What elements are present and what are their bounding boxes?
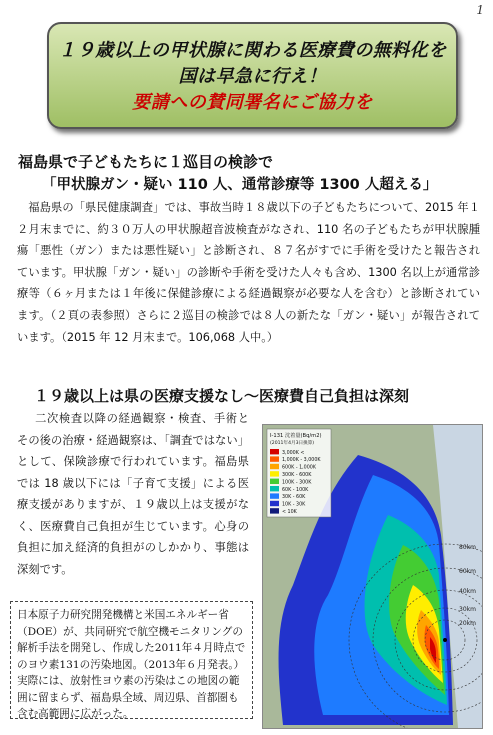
- legend-swatch: [270, 464, 279, 469]
- section2-body: 二次検査以降の経過観察・検査、手術とその後の治療・経過観察は、「調査ではない」として、保険診療で行われています。福島県では 18 歳以下には「子育て支援」による医療支援がありますが、１９歳以上は支援がなく、医療費自己負担が生じています。心身の負担に加え経済的負担がのしかかり、事態は深刻です。: [17, 412, 249, 576]
- legend-label: 600K - 1,000K: [282, 465, 316, 471]
- legend-label: 10K - 30K: [282, 502, 306, 508]
- legend-swatch: [270, 479, 279, 484]
- radius-label-60: 60km: [459, 568, 476, 575]
- legend-swatch: [270, 471, 279, 476]
- section1-subtitle: 「甲状腺ガン・疑い 110 人、通常診療等 1300 人超える」: [42, 177, 438, 193]
- section2-title: １９歳以上は県の医療支援なし～医療費自己負担は深刻: [34, 387, 410, 405]
- legend-label: < 10K: [282, 510, 297, 515]
- map-caption: 日本原子力研究開発機構と米国エネルギー省（DOE）が、共同研究で航空機モニタリングの解析手法を開発し、作成した2011年４月時点でのヨウ素131の汚染地図。（2013年６月発表。）実際には、放射性ヨウ素の汚染はこの地図の範囲に留まらず、福島県全域、周辺県、首都圏も含む高範囲に広がった。: [10, 601, 253, 719]
- legend-label: 1,000K - 3,000K: [282, 458, 321, 464]
- contamination-map: [262, 424, 483, 729]
- banner-line-1: １９歳以上の甲状腺に関わる医療費の無料化を: [58, 40, 447, 61]
- banner-line-2: 国は早急に行え！: [178, 66, 327, 87]
- legend-swatch: [270, 449, 279, 454]
- radius-label-40: 40km: [459, 588, 476, 595]
- banner-line-3: 要請への賛同署名にご協力を: [132, 92, 373, 113]
- legend-title: I-131 沈着量(Bq/m2): [270, 433, 322, 439]
- section1-body: 福島県の「県民健康調査」では、事故当時１８歳以下の子どもたちについて、2015 年１２月末までに、約３０万人の甲状腺超音波検査がなされ、110 名の子どもたちが甲状腺腫瘍「悪性（ガン）または悪性疑い」と診断され、８７名がすでに手術を受けたと報告されています。甲状腺「ガン・疑い」の診断や手術を受けた人々も含め、1300 名以上が通常診療等（６ヶ月または１年後に保健診療による経過観察が必要な人を含む）と診断されています。（２頁の表参照）さらに２巡目の検診では８人の新たな「ガン・疑い」が報告されています。（2015 年 12 月末まで。106,068 人中。）: [17, 201, 480, 344]
- section1-title: 福島県で子どもたちに１巡目の検診で: [18, 153, 274, 171]
- legend-label: 300K - 600K: [282, 473, 312, 478]
- legend-date: (2011年4月3日換算): [270, 441, 315, 446]
- radius-label-80: 80km: [459, 544, 476, 551]
- map-legend: [267, 429, 331, 517]
- radius-label-20: 20km: [459, 620, 476, 627]
- page-number: 1: [476, 3, 484, 17]
- legend-swatch: [270, 486, 279, 491]
- headline-banner: [47, 22, 458, 129]
- legend-label: 30K - 60K: [282, 495, 306, 501]
- radius-label-30: 30km: [459, 606, 476, 613]
- legend-swatch: [270, 508, 279, 513]
- legend-label: 100K - 300K: [282, 480, 312, 486]
- plant-marker-icon: [443, 638, 447, 642]
- legend-swatch: [270, 493, 279, 498]
- legend-swatch: [270, 456, 279, 461]
- contamination-map-graphic: [263, 425, 482, 728]
- legend-swatch: [270, 501, 279, 506]
- legend-label: 60K - 100K: [282, 487, 309, 493]
- legend-label: 3,000K <: [282, 450, 305, 456]
